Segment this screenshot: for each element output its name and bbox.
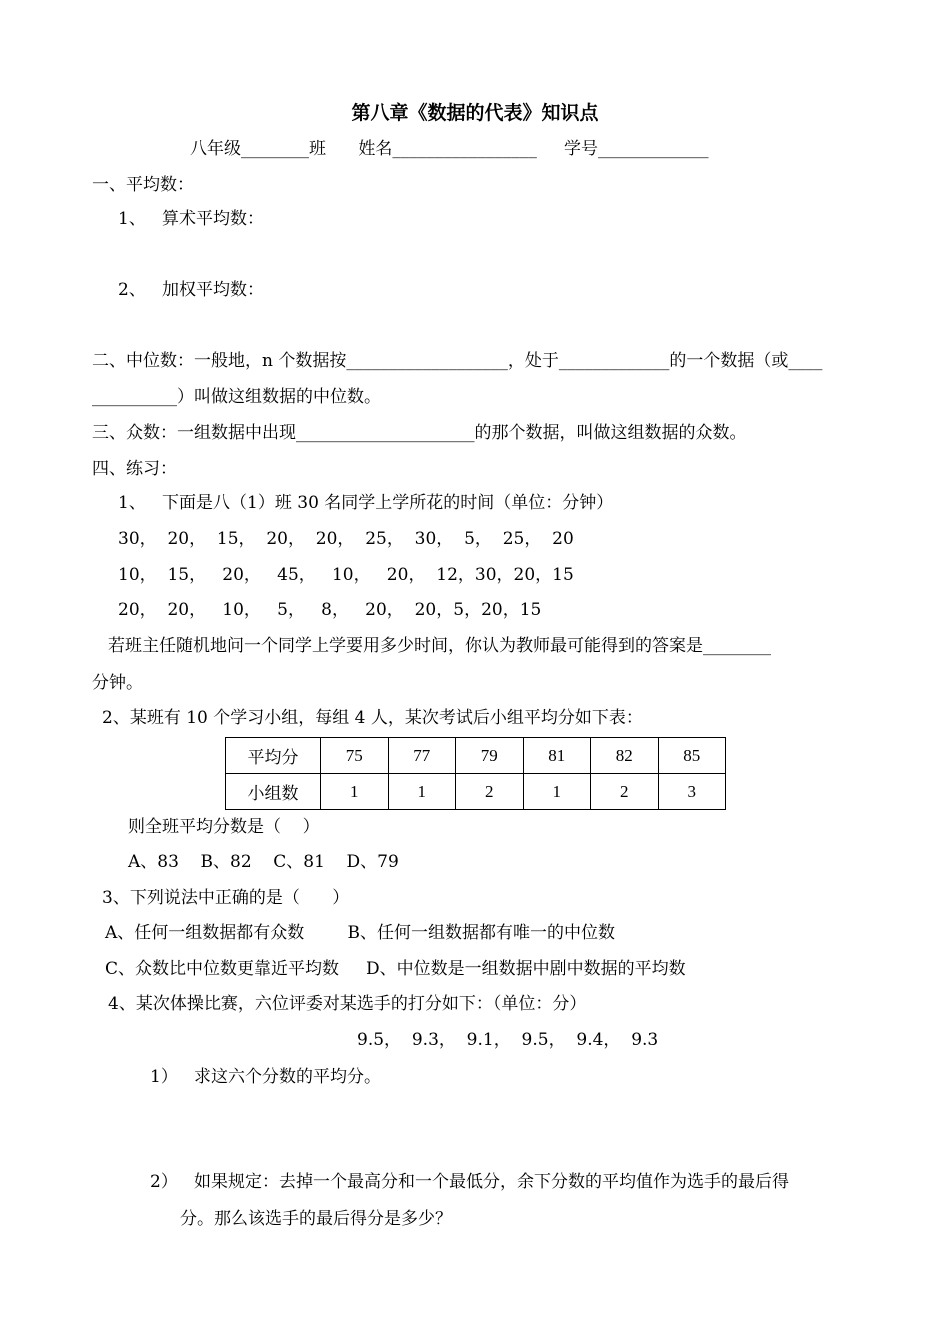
- q1-question-line1: 若班主任随机地问一个同学上学要用多少时间，你认为教师最可能得到的答案是________: [108, 636, 771, 656]
- section1-item-weighted-mean: 2、 加权平均数：: [118, 280, 265, 300]
- table-cell: 79: [456, 738, 524, 774]
- q1-data-row3: 20， 20， 10， 5， 8， 20， 20，5，20，15: [118, 600, 542, 620]
- q2-question: 则全班平均分数是（ ）: [128, 817, 320, 837]
- section4-heading: 四、练习：: [92, 459, 177, 479]
- q4-sub2-line2: 分。那么该选手的最后得分是多少？: [180, 1209, 452, 1229]
- q1-stem: 1、 下面是八（1）班 30 名同学上学所花的时间（单位：分钟）: [118, 493, 614, 513]
- q3-stem: 3、下列说法中正确的是（ ）: [102, 888, 350, 908]
- table-cell: 2: [591, 774, 659, 810]
- q4-scores: 9.5， 9.3， 9.1， 9.5， 9.4， 9.3: [357, 1030, 659, 1050]
- table-cell: 77: [388, 738, 456, 774]
- table-row-average: [226, 738, 726, 774]
- section1-heading: 一、平均数：: [92, 175, 194, 195]
- q3-options-line2: C、众数比中位数更靠近平均数 D、中位数是一组数据中剧中数据的平均数: [105, 959, 686, 979]
- section2-line2: __________）叫做这组数据的中位数。: [92, 387, 381, 407]
- table-cell: 1: [321, 774, 389, 810]
- section2-line1: 二、中位数：一般地，n 个数据按___________________，处于_____________的一个数据（或____: [92, 351, 823, 371]
- q1-data-row1: 30， 20， 15， 20， 20， 25， 30， 5， 25， 20: [118, 529, 574, 549]
- table-row-groups: [226, 774, 726, 810]
- table-cell: 81: [523, 738, 591, 774]
- table-cell: 3: [658, 774, 726, 810]
- table-cell: 2: [456, 774, 524, 810]
- q1-question-line2: 分钟。: [92, 673, 143, 693]
- table-cell: 82: [591, 738, 659, 774]
- page-title: 第八章《数据的代表》知识点: [351, 102, 599, 124]
- q4-sub1: 1） 求这六个分数的平均分。: [150, 1067, 382, 1087]
- table-row-label: 小组数: [226, 774, 321, 810]
- table-cell: 1: [388, 774, 456, 810]
- average-score-table: [225, 737, 726, 810]
- student-info-line: 八年级________班 姓名_________________ 学号_____________: [190, 139, 709, 159]
- q2-options: A、83 B、82 C、81 D、79: [128, 852, 399, 872]
- section1-item-arithmetic-mean: 1、 算术平均数：: [118, 209, 265, 229]
- table-cell: 75: [321, 738, 389, 774]
- table-row-label: 平均分: [226, 738, 321, 774]
- q1-data-row2: 10， 15， 20， 45， 10， 20， 12，30，20，15: [118, 565, 574, 585]
- q3-options-line1: A、任何一组数据都有众数 B、任何一组数据都有唯一的中位数: [105, 923, 615, 943]
- q4-stem: 4、某次体操比赛，六位评委对某选手的打分如下：（单位：分）: [108, 994, 587, 1014]
- q4-sub2-line1: 2） 如果规定：去掉一个最高分和一个最低分，余下分数的平均值作为选手的最后得: [150, 1172, 790, 1192]
- table-cell: 1: [523, 774, 591, 810]
- q2-stem: 2、某班有 10 个学习小组，每组 4 人，某次考试后小组平均分如下表：: [102, 708, 643, 728]
- table-cell: 85: [658, 738, 726, 774]
- section3-line: 三、众数：一组数据中出现_____________________的那个数据，叫做这组数据的众数。: [92, 423, 747, 443]
